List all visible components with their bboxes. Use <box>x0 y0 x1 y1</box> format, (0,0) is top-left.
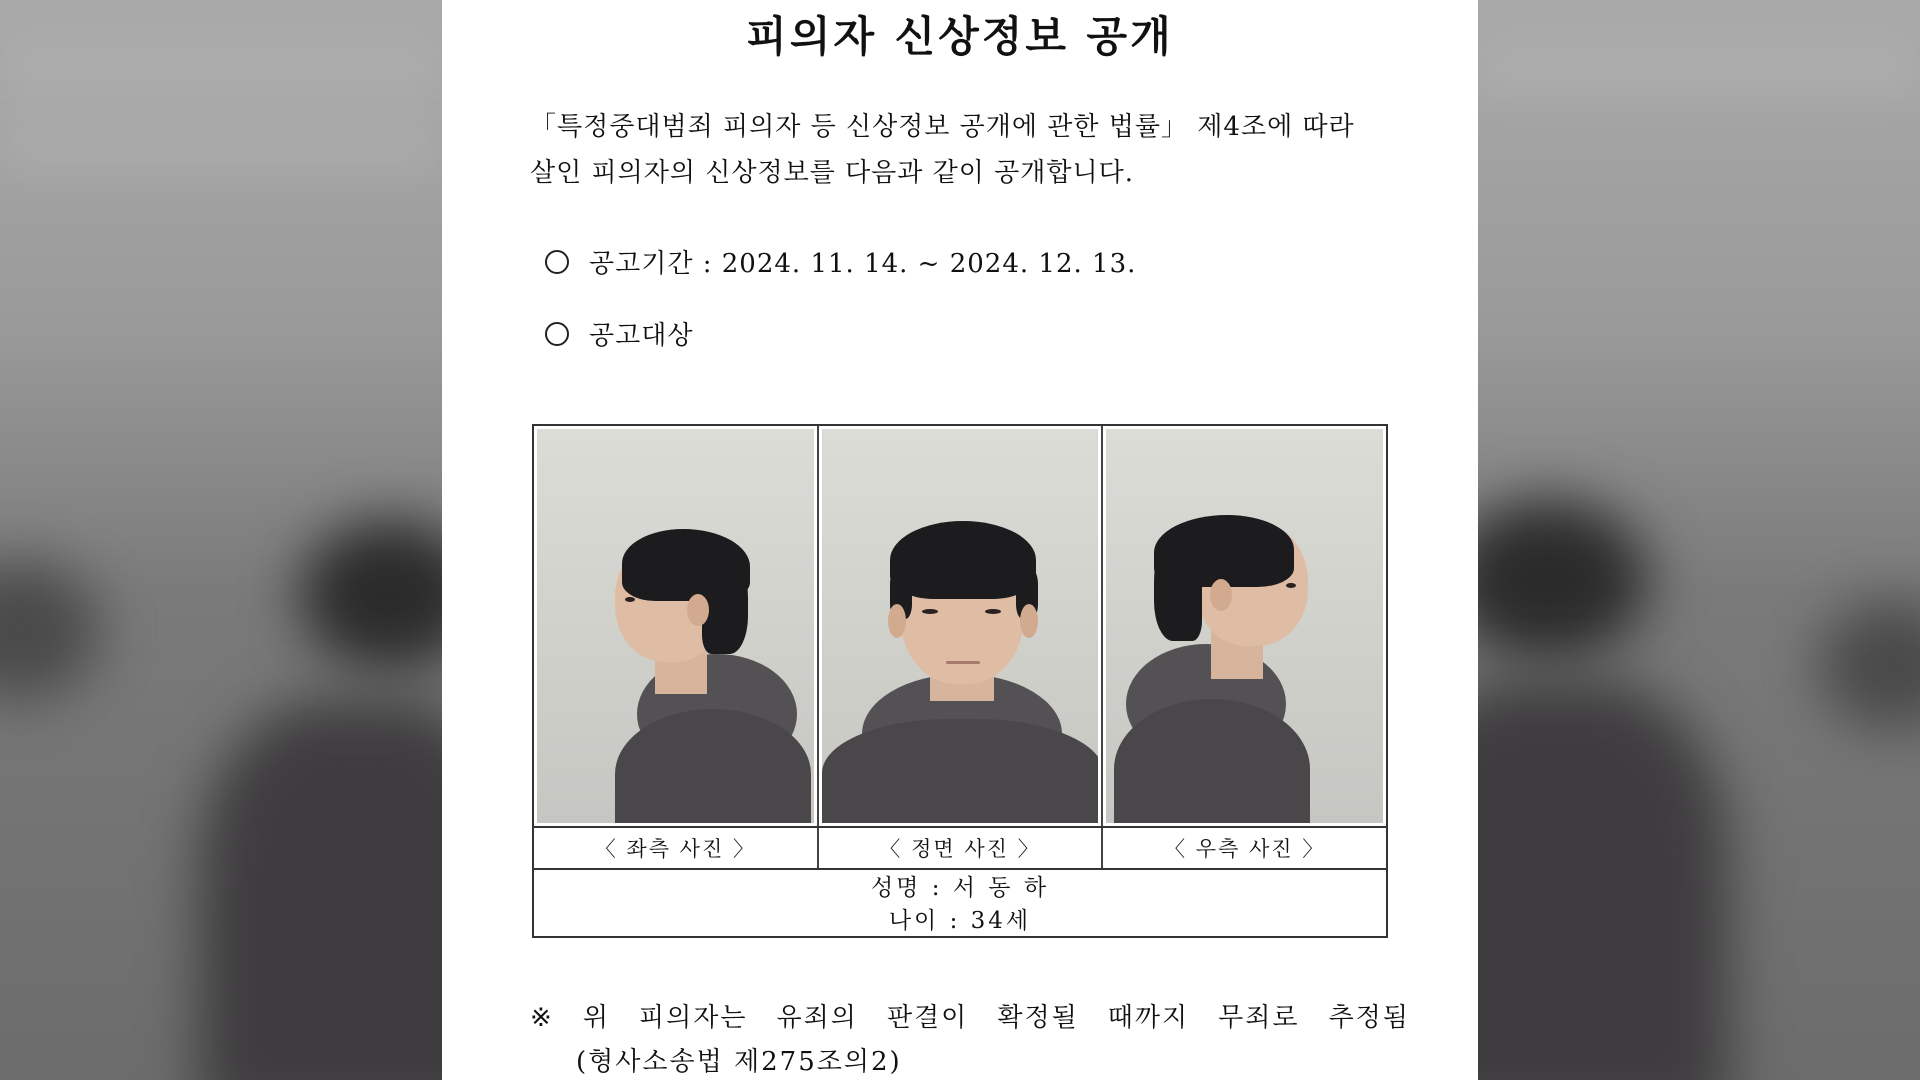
notice-target-item <box>545 315 693 352</box>
intro-line-2: 살인 피의자의 신상정보를 다음과 같이 공개합니다. <box>530 158 1135 188</box>
photo-row <box>534 426 1386 826</box>
blurred-backdrop-right <box>1478 0 1920 1080</box>
left-profile-photo <box>537 429 814 823</box>
disclosure-document <box>442 0 1478 1080</box>
note-word: 때까지 <box>1107 1003 1190 1033</box>
note-word: 추정됨 <box>1328 1003 1410 1033</box>
right-profile-photo <box>1106 429 1383 823</box>
suspect-name: 성명 : 서 동 하 <box>870 875 1050 901</box>
front-photo <box>822 429 1099 823</box>
left-profile-photo-cell <box>534 426 819 826</box>
note-line-2: (형사소송법 제275조의2) <box>576 1047 902 1077</box>
note-word: 확정될 <box>997 1003 1079 1033</box>
intro-line-1: 「특정중대범죄 피의자 등 신상정보 공개에 관한 법률」 제4조에 따라 <box>530 112 1355 142</box>
note-mark: ※ <box>530 1003 554 1033</box>
notice-target-text: 공고대상 <box>589 321 694 351</box>
intro-paragraph <box>530 104 1410 196</box>
blurred-backdrop-left <box>0 0 442 1080</box>
notice-period-item <box>545 243 1136 280</box>
circle-bullet-icon <box>545 322 569 346</box>
document-title: 피의자 신상정보 공개 <box>746 12 1174 61</box>
suspect-age: 나이 : 34세 <box>888 908 1032 934</box>
note-word: 유죄의 <box>776 1003 858 1033</box>
notice-period-text: 공고기간 : 2024. 11. 14. ~ 2024. 12. 13. <box>589 249 1137 279</box>
note-word: 피의자는 <box>639 1003 748 1033</box>
note-word: 판결이 <box>886 1003 969 1033</box>
note-word: 무죄로 <box>1218 1003 1300 1033</box>
front-photo-cell <box>819 426 1104 826</box>
front-photo-caption: 〈 정면 사진 〉 <box>819 828 1104 868</box>
photo-caption-row <box>534 826 1386 868</box>
right-profile-photo-cell <box>1103 426 1386 826</box>
right-photo-caption: 〈 우측 사진 〉 <box>1164 837 1326 861</box>
note-word: 위 <box>582 1003 610 1033</box>
note-line-1 <box>530 996 1410 1040</box>
suspect-photo-table <box>532 424 1388 938</box>
circle-bullet-icon <box>545 250 569 274</box>
presumption-of-innocence-note <box>530 996 1410 1080</box>
suspect-info-cell <box>534 868 1386 936</box>
left-photo-caption: 〈 좌측 사진 〉 <box>534 828 819 868</box>
